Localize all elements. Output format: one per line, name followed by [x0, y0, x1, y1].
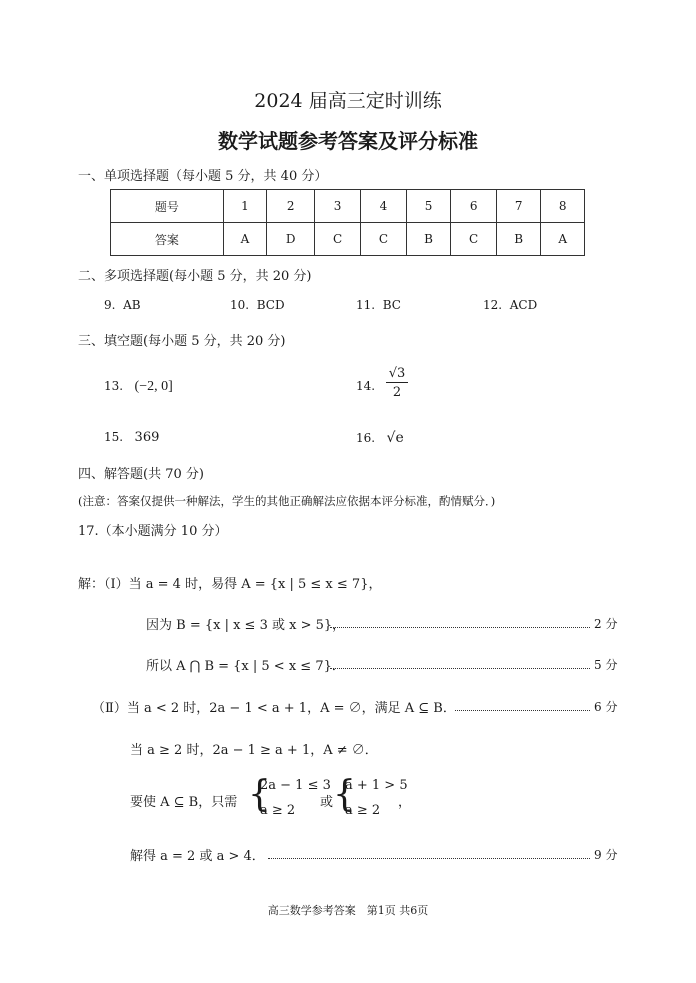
table-row	[111, 223, 585, 256]
question-number: 12.	[483, 298, 503, 312]
solution-line-6-prefix: 要使 A ⊆ B，只需	[130, 795, 238, 810]
answer-value: 369	[134, 430, 160, 445]
table-cell: A	[541, 223, 585, 256]
solution-line-3: 所以 A ⋂ B = {x | 5 < x ≤ 7}．	[146, 659, 345, 674]
question-number: 10.	[230, 298, 250, 312]
section2-heading: 二、多项选择题(每小题 5 分，共 20 分)	[78, 269, 312, 284]
question-number: 16.	[356, 431, 376, 445]
system2-inequality-a: a + 1 > 5	[345, 778, 408, 793]
dot-leader	[330, 668, 590, 669]
mc-answer-11	[356, 298, 401, 312]
solution-line-7: 解得 a = 2 或 a > 4．	[130, 849, 265, 864]
mc-answer-10	[230, 298, 285, 312]
system1-inequality-b: a ≥ 2	[260, 803, 296, 818]
line-end-comma: ，	[398, 795, 412, 810]
system2-inequality-b: a ≥ 2	[345, 803, 381, 818]
table-cell: 4	[361, 190, 407, 223]
dot-leader	[330, 627, 590, 628]
answer-value: (−2, 0]	[134, 379, 173, 394]
table-cell: 6	[451, 190, 497, 223]
solution-line-2: 因为 B = {x | x ≤ 3 或 x > 5}，	[146, 618, 346, 633]
or-text: 或	[320, 795, 334, 810]
fill-answer-13	[104, 379, 173, 395]
left-brace-icon: {	[333, 774, 356, 815]
fill-answer-15	[104, 430, 159, 445]
document-subtitle: 数学试题参考答案及评分标准	[218, 129, 478, 153]
answer-value: √e	[386, 430, 404, 446]
question-number: 13.	[104, 379, 124, 393]
answer-value: ACD	[509, 298, 538, 312]
table-cell: B	[406, 223, 450, 256]
fill-answer-16	[356, 430, 404, 446]
solution-line-4: （Ⅱ）当 a < 2 时，2a − 1 < a + 1，A = ∅，满足 A ⊆ B．	[92, 701, 456, 716]
row-label-number: 题号	[111, 190, 224, 223]
table-cell: 5	[406, 190, 450, 223]
mc-answer-12	[483, 298, 537, 312]
fraction-denominator: 2	[392, 385, 402, 400]
table-cell: C	[361, 223, 407, 256]
section4-heading: 四、解答题(共 70 分)	[78, 467, 204, 482]
question-number: 9.	[104, 298, 116, 312]
solution-line-1: 解：（Ⅰ）当 a = 4 时，易得 A = {x | 5 ≤ x ≤ 7}，	[78, 577, 382, 592]
answer-value: BC	[382, 298, 401, 312]
dot-leader	[455, 710, 590, 711]
question-number: 15.	[104, 430, 124, 444]
table-cell: 3	[315, 190, 361, 223]
q17-heading: 17.（本小题满分 10 分）	[78, 524, 228, 539]
table-cell: B	[497, 223, 541, 256]
grading-note: (注意：答案仅提供一种解法，学生的其他正确解法应依据本评分标准，酌情赋分．)	[78, 494, 496, 508]
score-points: 9 分	[594, 848, 618, 862]
fraction-numerator: √3	[386, 366, 408, 383]
row-label-answer: 答案	[111, 223, 224, 256]
table-cell: C	[451, 223, 497, 256]
table-cell: D	[267, 223, 315, 256]
dot-leader	[268, 858, 590, 859]
table-cell: 2	[267, 190, 315, 223]
table-cell: C	[315, 223, 361, 256]
table-cell: 7	[497, 190, 541, 223]
system1-inequality-a: 2a − 1 ≤ 3	[260, 778, 331, 793]
table-cell: A	[223, 223, 267, 256]
question-number: 11.	[356, 298, 376, 312]
table-row	[111, 190, 585, 223]
page-footer: 高三数学参考答案 第1页 共6页	[267, 904, 429, 917]
table-cell: 1	[223, 190, 267, 223]
score-points: 6 分	[594, 700, 618, 714]
mc-answer-9	[104, 298, 141, 312]
answer-table	[110, 189, 585, 256]
question-number-14: 14.	[356, 379, 376, 393]
document-title: 2024 届高三定时训练	[254, 90, 442, 112]
score-points: 2 分	[594, 617, 618, 631]
fraction-answer-14	[386, 366, 408, 400]
section3-heading: 三、填空题(每小题 5 分，共 20 分)	[78, 334, 286, 349]
score-points: 5 分	[594, 658, 618, 672]
answer-value: BCD	[256, 298, 285, 312]
left-brace-icon: {	[248, 774, 271, 815]
solution-line-5: 当 a ≥ 2 时，2a − 1 ≥ a + 1，A ≠ ∅．	[130, 743, 378, 758]
table-cell: 8	[541, 190, 585, 223]
answer-value: AB	[123, 298, 141, 312]
section1-heading: 一、单项选择题（每小题 5 分，共 40 分）	[78, 169, 328, 184]
